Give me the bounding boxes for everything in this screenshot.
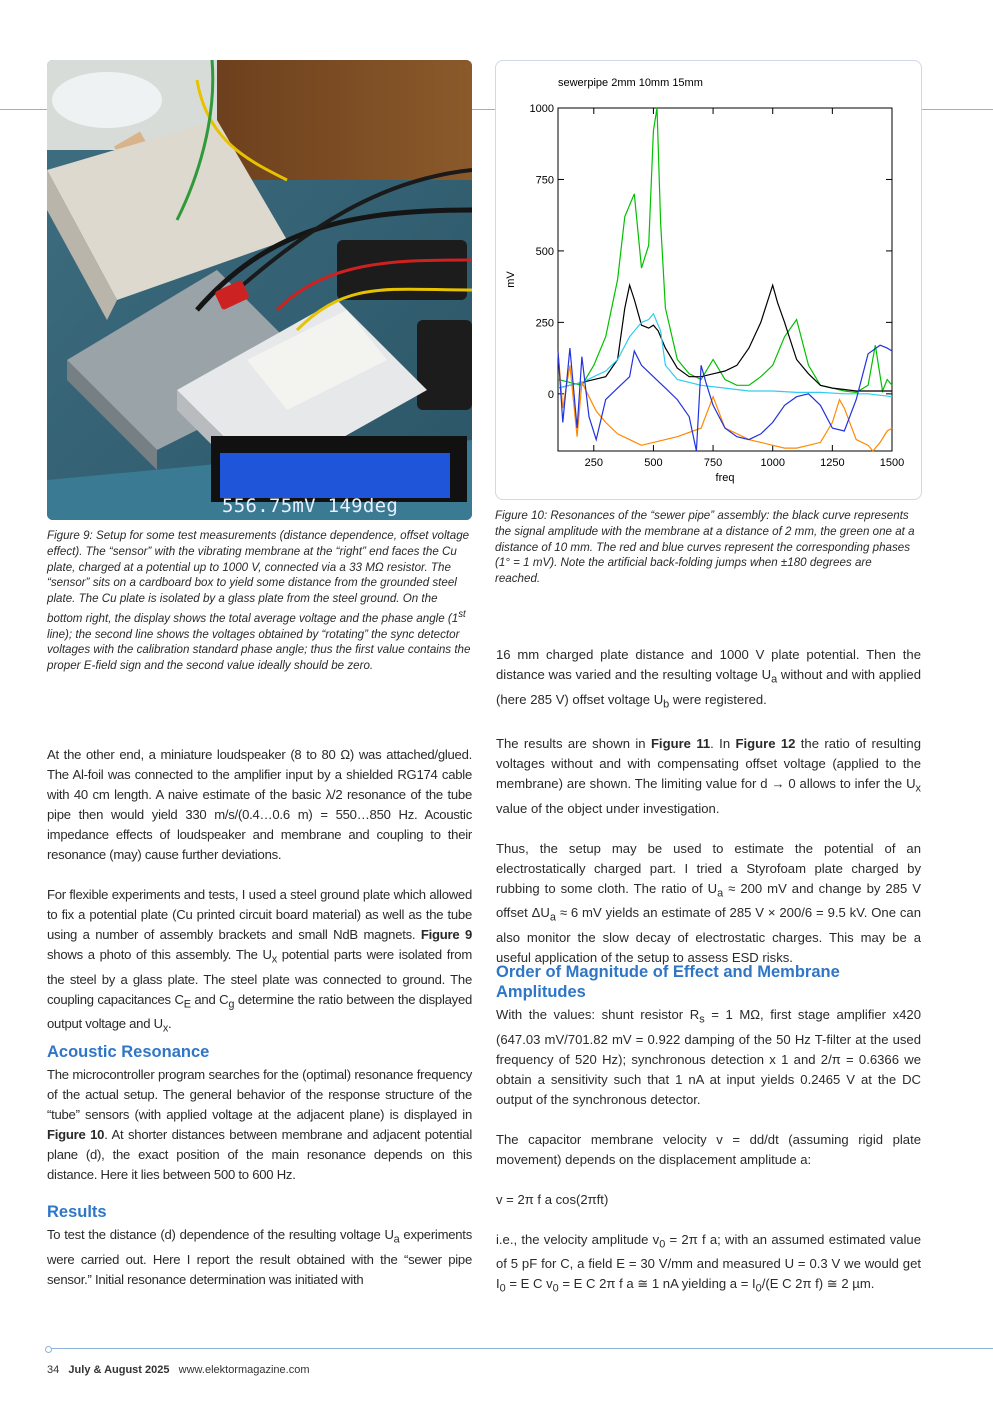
x-axis-label: freq — [715, 472, 735, 484]
paragraph-results: To test the distance (d) dependence of the resulting voltage $U_a$ experiments were carried out. Here I report the result obtained with the “sewer pipe sensor.” Initial resonance determination was initiated with — [47, 1227, 472, 1287]
lcd-display — [222, 456, 450, 517]
site-link[interactable]: www.elektormagazine.com — [178, 1364, 310, 1376]
paragraph-amplitude: i.e., the velocity amplitude $v_0 = 2\pi$ f a; with an assumed estimated value of 5 pF for C, a field E = 30 V/mm and measured U = 0.3 V we would get $I_0 = E$ C $v_0 = E$ C 2π f a ≅ 1 nA yielding $a = I_0/(E$ C 2π f) ≅ 2 µm. — [496, 1231, 921, 1295]
footer-rule-dot — [45, 1346, 52, 1353]
header-rule-left — [0, 109, 47, 110]
header-rule-mid — [472, 109, 495, 110]
right-column — [496, 645, 921, 968]
lcd-line-1: 556.75mV 149deg — [222, 495, 399, 517]
page-number: 34 — [47, 1364, 60, 1376]
x-tick-label: 1250 — [820, 457, 845, 469]
series-line — [558, 345, 892, 451]
paragraph-velocity: The capacitor membrane velocity v = dd/dt (assuming rigid plate movement) depends on the displacement amplitude a: — [496, 1131, 921, 1167]
paragraph-loudspeaker: At the other end, a miniature loudspeaker (8 to 80 Ω) was attached/glued. The Al-foil was connected to the amplifier input by a shielded RG174 cable with 40 cm length. A naive estimate of the basic λ/2 resonance of the tube pipe then would yield 330 m/s/(0.4…0.6 m) = 550…850 Hz. Acoustic impedance effects of loudspeaker and membrane and coupling to their resonance (may) cause further deviations. — [47, 747, 472, 862]
paragraph-styrofoam: Thus, the setup may be used to estimate the potential of an electrostatically charged part. I tried a Styrofoam plate charged by rubbing to some cloth. The ratio of $U_a \approx 200$ mV and change by 285 V offset $\Delta U_a \approx 6$ mV yields an estimate of 285 V × 200/6 = 9.5 kV. One can also monitor the slow decay of electrostatic charges. This may be a useful application of the setup to assess ESD risks. — [496, 840, 921, 966]
issue-date: July & August 2025 — [68, 1364, 170, 1376]
paragraph-figure-results: The results are shown in Figure 11. In Figure 12 the ratio of resulting voltages without and with compensating offset voltage (applied to the membrane) are shown. The limiting value for d → 0 allows to infer the $U_x$ value of the object under investigation. — [496, 736, 921, 816]
heading-results: Results — [47, 1203, 107, 1221]
paragraph-plate-distance: 16 mm charged plate distance and 1000 V plate potential. Then the distance was varied and the resulting voltage $U_a$ without and with applied (here 285 V) offset voltage $U_b$ were registered. — [496, 647, 921, 711]
paragraph-ground-plate: For flexible experiments and tests, I used a steel ground plate which allowed to fix a potential plate (Cu printed circuit board material) as well as the tube using a number of assembly brackets and small NdB magnets. Figure 9 shows a photo of this assembly. The $U_x$ potential parts were isolated from the steel by a glass plate. The steel plate was connected to ground. The coupling capacitances $C_E$ and $C_g$ determine the ratio between the displayed output voltage and $U_x$. — [47, 887, 473, 1035]
footer-rule — [47, 1348, 993, 1349]
heading-acoustic-resonance: Acoustic Resonance — [47, 1043, 210, 1061]
left-column-acoustic — [47, 1065, 472, 1185]
figure-10-chart — [495, 60, 922, 500]
resonance-chart — [496, 61, 921, 499]
y-tick-label: 1000 — [529, 103, 554, 115]
figure-9-caption: Figure 9: Setup for some test measurements (distance dependence, offset voltage effect). The “sensor” with the vibrating membrane at the “right” end faces the Cu plate, charged at a potential up to 1000 V, connected via a 33 MΩ resistor. The “sensor” sits on a cardboard box to yield some distance from the grounded steel plate. The Cu plate is isolated by a glass plate from the steel ground. On the bottom right, the display shows the total average voltage and the phase angle (1st line); the second line shows the voltages obtained by “rotating” the sync detector voltages with the calibration standard phase angle; thus the first value contains the proper E-field sign and the second value ideally should be zero. — [47, 529, 471, 673]
plot-frame — [558, 108, 892, 451]
chart-title: sewerpipe 2mm 10mm 15mm — [558, 77, 703, 89]
left-column-results — [47, 1225, 472, 1290]
series-line — [558, 351, 892, 451]
paragraph-acoustic: The microcontroller program searches for the (optimal) resonance frequency of the actual setup. The general behavior of the response structure of the “tube” sensors (with applied voltage at the adjacent plane) is displayed in Figure 10. At shorter distances between membrane and adjacent potential plane (d), the exact position of the main resonance depends on this distance. Here it lies between 500 to 600 Hz. — [47, 1067, 472, 1182]
paragraph-sensitivity: With the values: shunt resistor $R_s = 1$ MΩ, first stage amplifier x420 (647.03 mV/701.82 mV = 0.922 damping of the 50 Hz T-filter at the used frequency of 520 Hz); synchronous detection x 1 and 2/π = 0.6366 we obtain a sensitivity such that 1 nA at input yields 0.2465 V at the DC output of the synchronous detector. — [496, 1007, 921, 1107]
x-tick-label: 250 — [584, 457, 603, 469]
right-column-order — [496, 1005, 921, 1299]
setup-photo-illustration — [47, 60, 472, 520]
y-tick-label: 0 — [547, 388, 554, 401]
header-rule-right — [921, 109, 993, 110]
equation-velocity: v = 2π f a cos(2πft) — [496, 1191, 609, 1207]
x-tick-label: 500 — [644, 457, 663, 469]
y-tick-label: 500 — [535, 245, 554, 258]
y-tick-label: 250 — [535, 317, 554, 330]
y-axis-label: mV — [505, 271, 517, 288]
figure-10-caption: Figure 10: Resonances of the “sewer pipe” assembly: the black curve represents the signal amplitude with the membrane at a distance of 2 mm, the green one at a distance of 10 mm. The red and blue curves represent the corresponding phases (1° = 1 mV). Note the artificial back-folding jumps when ±180 degrees are reached. — [495, 509, 915, 586]
page-footer — [47, 1364, 310, 1376]
left-column — [47, 745, 472, 1059]
figure-9-photo — [47, 60, 472, 520]
series-line — [558, 285, 892, 391]
x-tick-label: 1000 — [760, 457, 785, 469]
series-line — [558, 108, 892, 392]
x-tick-label: 750 — [703, 457, 723, 469]
y-tick-label: 750 — [535, 174, 554, 187]
heading-order-of-magnitude: Order of Magnitude of Effect and Membrane Amplitudes — [496, 963, 840, 1001]
x-tick-label: 1500 — [879, 457, 905, 469]
